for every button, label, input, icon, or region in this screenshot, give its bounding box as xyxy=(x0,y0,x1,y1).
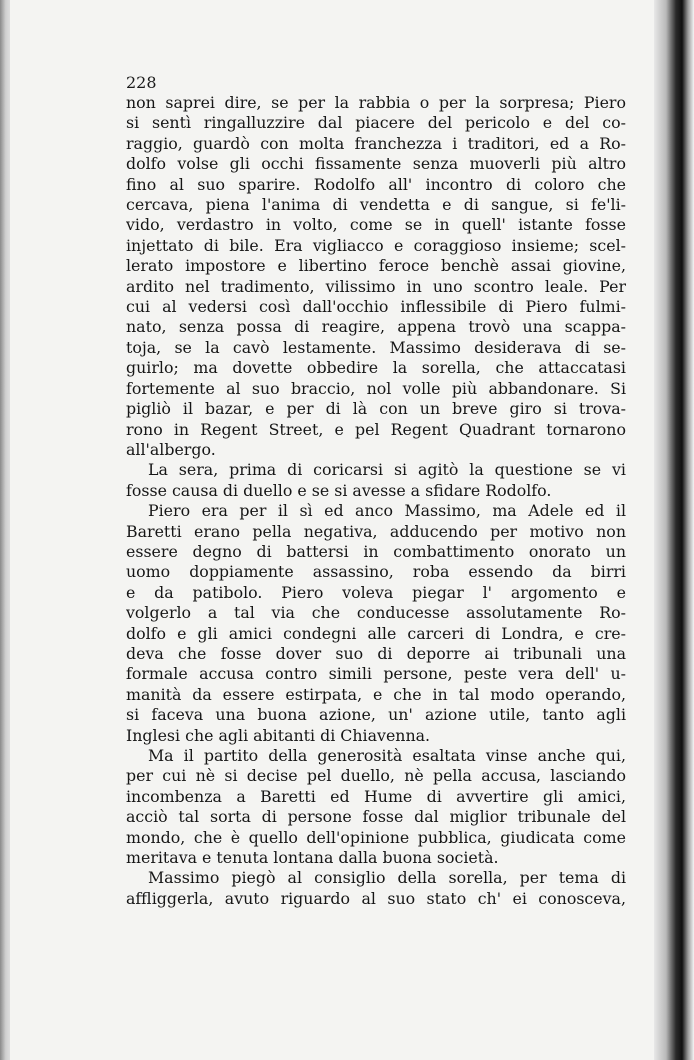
text-line: mondo, che è quello dell'opinione pubblica, giudicata come xyxy=(126,827,626,847)
text-line: rono in Regent Street, e pel Regent Quadrant tornarono xyxy=(126,419,626,439)
text-line: injettato di bile. Era vigliacco e coraggioso insieme; scel- xyxy=(126,235,626,255)
text-line: acciò tal sorta di persone fosse dal miglior tribunale del xyxy=(126,807,626,827)
text-line: lerato impostore e libertino feroce benchè assai giovine, xyxy=(126,256,626,276)
text-line: Inglesi che agli abitanti di Chiavenna. xyxy=(126,725,431,745)
text-line: non saprei dire, se per la rabbia o per la sorpresa; Piero xyxy=(126,93,626,112)
text-line: dolfo e gli amici condegni alle carceri di Londra, e cre- xyxy=(126,623,626,643)
text-line: si sentì ringalluzzire dal piacere del pericolo e del co- xyxy=(126,113,626,133)
text-line: per cui nè si decise pel duello, nè pella accusa, lasciando xyxy=(126,766,626,786)
text-line: Massimo piegò al consiglio della sorella, per tema di xyxy=(148,868,626,888)
text-line: si faceva una buona azione, un' azione utile, tanto agli xyxy=(126,705,626,725)
text-line: volgerlo a tal via che conducesse assolutamente Ro- xyxy=(126,603,626,623)
text-line: vido, verdastro in volto, come se in quell' istante fosse xyxy=(126,215,626,235)
text-line: manità da essere estirpata, e che in tal modo operando, xyxy=(126,684,626,704)
book-spine-shadow xyxy=(654,0,694,1060)
text-line: deva che fosse dover suo di deporre ai tribunali una xyxy=(126,643,626,663)
text-line: formale accusa contro simili persone, peste vera dell' u- xyxy=(126,664,626,684)
text-line: fosse causa di duello e se si avesse a sfidare Rodolfo. xyxy=(126,480,552,500)
text-line: guirlo; ma dovette obbedire la sorella, che attaccatasi xyxy=(126,358,626,378)
text-line: Ma il partito della generosità esaltata vinse anche qui, xyxy=(148,746,626,765)
text-line: ardito nel tradimento, vilissimo in uno scontro leale. Per xyxy=(126,276,626,296)
text-line: e da patibolo. Piero voleva piegar l' argomento e xyxy=(126,582,626,602)
text-line: toja, se la cavò lestamente. Massimo desiderava di se- xyxy=(126,337,626,357)
text-line: fortemente al suo braccio, nol volle più abbandonare. Si xyxy=(126,378,626,398)
text-line: fino al suo sparire. Rodolfo all' incontro di coloro che xyxy=(126,174,626,194)
text-line: uomo doppiamente assassino, roba essendo da birri xyxy=(126,562,626,582)
text-line: raggio, guardò con molta franchezza i traditori, ed a Ro- xyxy=(126,133,626,153)
text-line: dolfo volse gli occhi fissamente senza muoverli più altro xyxy=(126,154,626,174)
text-line: La sera, prima di coricarsi si agitò la questione se vi xyxy=(148,460,626,480)
text-line: essere degno di battersi in combattimento onorato un xyxy=(126,541,626,561)
text-line: all'albergo. xyxy=(126,439,216,459)
text-line: incombenza a Baretti ed Hume di avvertire gli amici, xyxy=(126,786,626,806)
page-number: 228 xyxy=(126,73,157,92)
text-line: cui al vedersi così dall'occhio inflessibile di Piero fulmi- xyxy=(126,297,626,317)
text-line: Baretti erano pella negativa, adducendo per motivo non xyxy=(126,521,626,541)
text-line: meritava e tenuta lontana dalla buona società. xyxy=(126,848,499,868)
text-line: nato, senza possa di reagire, appena trovò una scappa- xyxy=(126,317,626,337)
text-line: cercava, piena l'anima di vendetta e di sangue, si fe'li- xyxy=(126,195,626,215)
text-line: pigliò il bazar, e per di là con un breve giro si trova- xyxy=(126,399,626,419)
text-line: Piero era per il sì ed anco Massimo, ma Adele ed il xyxy=(148,501,626,521)
text-line: affliggerla, avuto riguardo al suo stato ch' ei conosceva, xyxy=(126,888,626,908)
page-body-text xyxy=(126,93,626,909)
